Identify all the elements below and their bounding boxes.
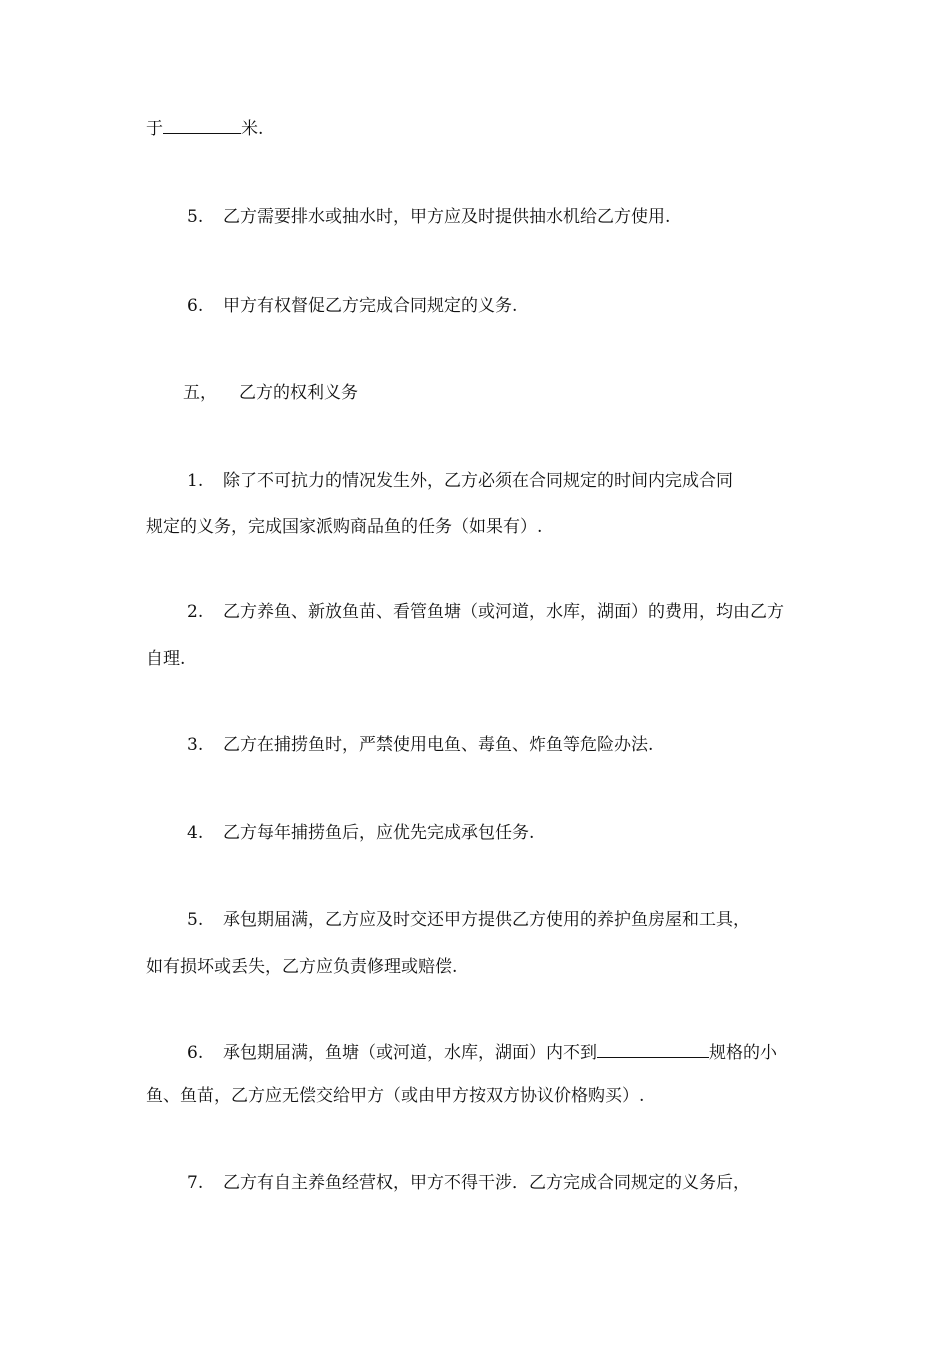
clause-5-3 [187, 734, 653, 756]
text-fragment: 于 [146, 119, 163, 139]
clause-text: 乙方每年捕捞鱼后，应优先完成承包任务. [223, 823, 535, 843]
fill-in-blank[interactable] [597, 1041, 709, 1058]
clause-text: 乙方需要排水或抽水时，甲方应及时提供抽水机给乙方使用. [223, 207, 671, 227]
clause-5-5 [187, 909, 750, 931]
clause-text: 规格的小 [709, 1043, 777, 1063]
clause-5-2 [187, 601, 784, 623]
clause-number: 7. [187, 1173, 204, 1193]
clause-text: 乙方有自主养鱼经营权，甲方不得干涉．乙方完成合同规定的义务后， [223, 1173, 750, 1193]
clause-text: 除了不可抗力的情况发生外，乙方必须在合同规定的时间内完成合同 [223, 471, 733, 491]
clause-text: 甲方有权督促乙方完成合同规定的义务. [223, 296, 518, 316]
clause-text: 乙方养鱼、新放鱼苗、看管鱼塘（或河道，水库，湖面）的费用，均由乙方 [223, 602, 784, 622]
clause-text: 自理. [146, 649, 186, 669]
section-number: 五， [183, 383, 217, 403]
text-fragment: 米. [241, 119, 264, 139]
text-line-continuation [146, 117, 263, 140]
clause-5-7 [187, 1172, 750, 1194]
clause-5-6 [187, 1041, 777, 1064]
clause-4-6 [187, 295, 517, 317]
clause-number: 2. [187, 602, 204, 622]
clause-text: 如有损坏或丢失，乙方应负责修理或赔偿. [146, 957, 458, 977]
clause-number: 6. [187, 296, 204, 316]
clause-5-1-continued [146, 516, 542, 538]
clause-number: 5. [187, 207, 204, 227]
clause-4-5 [187, 206, 670, 228]
clause-number: 5. [187, 910, 204, 930]
clause-5-4 [187, 822, 534, 844]
section-heading-5 [183, 382, 358, 404]
clause-text: 承包期届满，乙方应及时交还甲方提供乙方使用的养护鱼房屋和工具， [223, 910, 750, 930]
clause-5-6-continued [146, 1085, 644, 1107]
clause-5-2-continued [146, 648, 185, 670]
clause-number: 3. [187, 735, 204, 755]
clause-number: 1. [187, 471, 204, 491]
clause-number: 4. [187, 823, 204, 843]
section-title: 乙方的权利义务 [239, 383, 358, 403]
clause-text: 乙方在捕捞鱼时，严禁使用电鱼、毒鱼、炸鱼等危险办法. [223, 735, 654, 755]
clause-text: 鱼、鱼苗，乙方应无偿交给甲方（或由甲方按双方协议价格购买）. [146, 1086, 645, 1106]
clause-5-1 [187, 470, 733, 492]
clause-text: 承包期届满，鱼塘（或河道，水库，湖面）内不到 [223, 1043, 597, 1063]
clause-number: 6. [187, 1043, 204, 1063]
clause-5-5-continued [146, 956, 457, 978]
clause-text: 规定的义务，完成国家派购商品鱼的任务（如果有）. [146, 517, 543, 537]
fill-in-blank[interactable] [163, 117, 241, 134]
